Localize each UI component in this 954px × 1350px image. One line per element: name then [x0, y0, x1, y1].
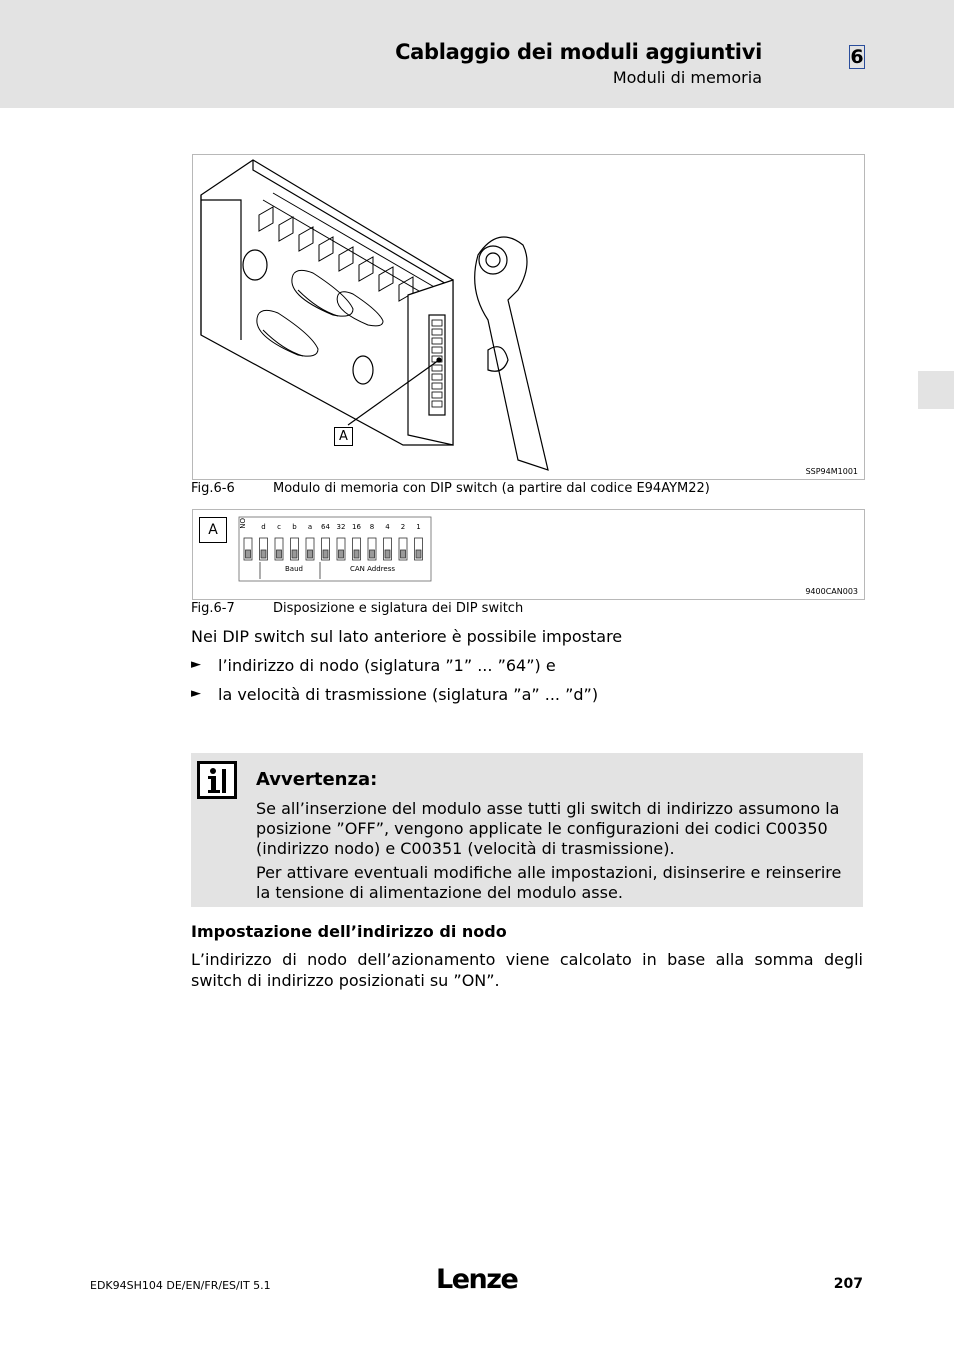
figure-dip-switch	[192, 509, 865, 600]
caption-number: Fig.6-7	[191, 601, 235, 616]
dip-switch-knob	[292, 550, 297, 558]
footer-doc-id: EDK94SH104 DE/EN/FR/ES/IT 5.1	[90, 1279, 271, 1292]
dip-switch-label: 32	[336, 523, 346, 531]
dip-switch-label: 8	[369, 523, 375, 531]
dip-switch-label: 16	[352, 523, 361, 531]
section-heading: Impostazione dell’indirizzo di nodo	[191, 922, 507, 941]
chapter-subtitle: Moduli di memoria	[612, 68, 762, 87]
dip-switch-label: d	[261, 523, 266, 531]
dip-switch-label: a	[307, 523, 313, 531]
figure-code: 9400CAN003	[805, 587, 858, 596]
notice-title: Avvertenza:	[256, 769, 378, 790]
dip-switch-knob	[354, 550, 359, 558]
dip-on-label: ON	[238, 518, 246, 529]
dip-group-baud: Baud	[285, 565, 303, 573]
dip-switch-knob	[277, 550, 282, 558]
memory-module-drawing	[193, 155, 864, 479]
figure-label-a: A	[334, 427, 353, 446]
bullet-arrow-icon: ►	[191, 657, 201, 672]
bullet-arrow-icon: ►	[191, 686, 201, 701]
info-icon	[197, 761, 237, 799]
chapter-title: Cablaggio dei moduli aggiuntivi	[395, 40, 762, 64]
intro-text: Nei DIP switch sul lato anteriore è possibile impostare	[191, 627, 623, 646]
dip-switch-knob	[401, 550, 406, 558]
caption-text: Modulo di memoria con DIP switch (a partire dal codice E94AYM22)	[273, 481, 710, 496]
figure-label-a: A	[199, 517, 227, 543]
dip-switch-knob	[323, 550, 328, 558]
figure-code: SSP94M1001	[805, 467, 858, 476]
lenze-logo: Lenze	[436, 1264, 518, 1295]
dip-switch-knob	[308, 550, 313, 558]
dip-switch-knob	[416, 550, 421, 558]
caption-number: Fig.6-6	[191, 481, 235, 496]
dip-switch-label: 4	[385, 523, 390, 531]
dip-group-can: CAN Address	[350, 565, 396, 573]
dip-switch-label: 2	[400, 523, 406, 531]
notice-paragraph: Per attivare eventuali modifiche alle impostazioni, disinserire e reinserire la tensione di alimentazione del modulo asse.	[256, 863, 842, 902]
dip-switch-knob	[339, 550, 344, 558]
side-tab	[918, 371, 954, 409]
section-text: L’indirizzo di nodo dell’azionamento viene calcolato in base alla somma degli switch di indirizzo posizionati su ”ON”.	[191, 950, 863, 990]
dip-switch-label: 64	[321, 523, 330, 531]
dip-switch-label: 1	[416, 523, 421, 531]
dip-switch-knob	[261, 550, 266, 558]
notice-box	[191, 753, 863, 907]
page-number: 207	[833, 1276, 863, 1292]
dip-switch-label: b	[292, 523, 297, 531]
figure-memory-module	[192, 154, 865, 480]
dip-switch-knob	[385, 550, 390, 558]
dip-switch-knob	[370, 550, 375, 558]
notice-paragraph: Se all’inserzione del modulo asse tutti gli switch di indirizzo assumono la posizione ”OFF”, vengono applicate le configurazioni dei codici C00350 (indirizzo nodo) e C00351 (velocità di trasmissione).	[256, 799, 840, 858]
dip-switch-knob	[246, 550, 251, 558]
chapter-number[interactable]: 6	[850, 46, 864, 68]
dip-switch-label: c	[277, 523, 281, 531]
caption-text: Disposizione e siglatura dei DIP switch	[273, 601, 524, 616]
